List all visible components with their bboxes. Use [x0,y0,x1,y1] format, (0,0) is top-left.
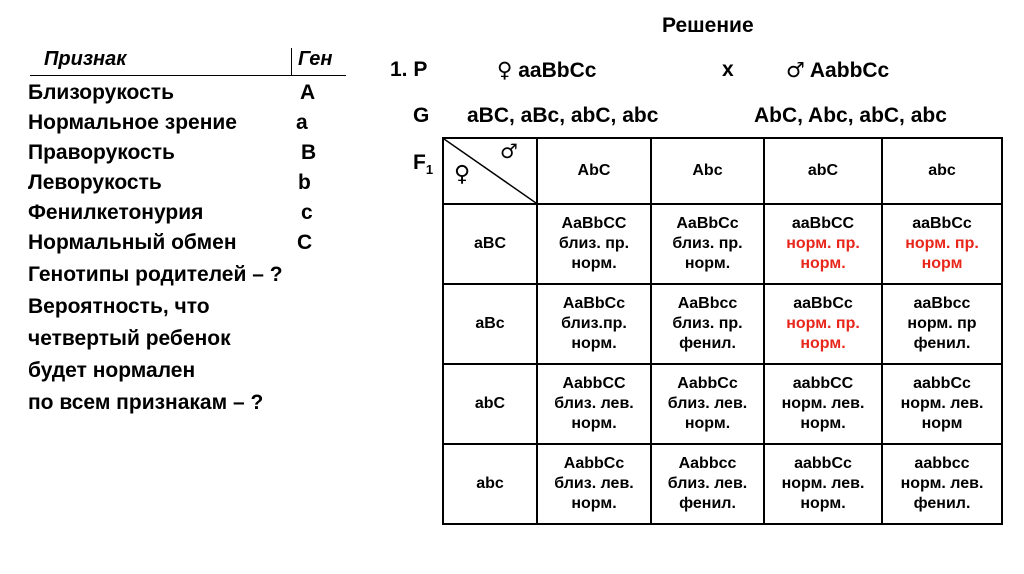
trait-gene: B [301,141,317,164]
cell-genotype: AabbCc [563,455,625,472]
trait-row [28,111,358,141]
cell-phenotype: норм. [800,495,846,512]
trait-row [28,171,358,201]
cell-phenotype: близ. лев. [554,475,634,492]
cell-phenotype: фенил. [913,495,971,512]
row-gamete: aBc [443,284,537,364]
cell-phenotype: близ.пр. [561,315,627,332]
trait-gene: c [301,201,313,224]
cell-phenotype: норм [921,415,963,432]
cell-genotype: AaBbCC [561,215,627,232]
cell-phenotype: близ. лев. [667,475,748,492]
solution-title: Решение [662,14,754,37]
column-gamete: AbC [537,138,651,204]
punnett-cell [764,204,882,284]
question-line: Вероятность, что [28,295,210,318]
cell-genotype: aabbCc [794,455,852,472]
parents-label: 1. P [390,58,428,81]
cell-phenotype: норм. лев. [781,475,865,492]
male-gametes: AbC, Abc, abC, abc [754,104,947,127]
female-parent [497,58,596,83]
cell-genotype: aaBbcc [913,295,971,312]
cell-genotype: aabbCc [913,375,971,392]
question-line: четвертый ребенок [28,327,231,350]
cell-phenotype: норм. [800,335,846,352]
punnett-cell [651,204,764,284]
cell-phenotype: фенил. [679,335,736,352]
trait-name: Праворукость [28,141,175,164]
trait-gene: a [296,111,308,134]
punnett-cell [764,364,882,444]
cell-genotype: aaBbCc [912,215,972,232]
punnett-corner [443,138,537,204]
punnett-row [443,284,1002,364]
punnett-cell [882,204,1002,284]
cell-genotype: AaBbcc [677,295,738,312]
cross-sign: х [722,58,734,81]
cell-phenotype: норм. [800,415,846,432]
trait-name: Нормальное зрение [28,111,237,134]
punnett-cell [537,444,651,524]
trait-name: Фенилкетонурия [28,201,204,224]
cell-phenotype: норм. лев. [900,395,984,412]
cell-phenotype: норм. [684,415,731,432]
trait-row [28,201,358,231]
punnett-cell [537,364,651,444]
cell-phenotype: норм. пр. [905,235,979,252]
column-gamete: abC [764,138,882,204]
cell-phenotype: норм. пр [907,315,977,332]
column-gamete: Abc [651,138,764,204]
cell-phenotype: норм. пр. [786,315,860,332]
cell-phenotype: норм. пр. [786,235,860,252]
f1-letter: F [413,151,426,174]
cell-phenotype: близ. лев. [554,395,634,412]
punnett-cell [651,284,764,364]
cell-phenotype: близ. пр. [672,315,743,332]
gene-header: Ген [298,48,333,70]
trait-row [28,231,358,261]
trait-name: Леворукость [28,171,162,194]
punnett-cell [882,444,1002,524]
cell-genotype: AaBbCc [562,295,626,312]
punnett-cell [764,284,882,364]
trait-name: Близорукость [28,81,174,104]
punnett-body [443,204,1002,524]
female-genotype: aaBbCc [518,59,597,82]
column-gamete: abc [882,138,1002,204]
cell-phenotype: норм. [571,255,617,272]
row-gamete: abc [443,444,537,524]
trait-header: Признак [44,48,127,70]
question-line: по всем признакам – ? [28,391,264,414]
cell-genotype: aaBbCc [793,295,853,312]
female-gametes: aBC, aBc, abC, abc [467,104,659,127]
cell-phenotype: фенил. [913,335,971,352]
trait-gene: b [298,171,311,194]
cell-phenotype: норм. лев. [781,395,865,412]
punnett-row [443,204,1002,284]
f1-subscript: 1 [425,162,434,178]
punnett-cell [537,284,651,364]
punnett-row [443,444,1002,524]
male-symbol-icon: ♂ [500,139,518,163]
cell-phenotype: норм. [571,495,617,512]
header-divider-horizontal [30,75,346,76]
trait-row [28,141,358,171]
punnett-cell [764,444,882,524]
row-gamete: aBC [443,204,537,284]
male-symbol-icon: ♂ [786,58,805,82]
punnett-cell [651,444,764,524]
question-line: Генотипы родителей – ? [28,263,283,286]
cell-phenotype: близ. лев. [667,395,748,412]
row-gamete: abC [443,364,537,444]
f1-label [413,151,433,177]
header-divider-vertical [291,48,292,76]
cell-phenotype: норм. лев. [900,475,984,492]
punnett-cell [882,284,1002,364]
punnett-cell [882,364,1002,444]
punnett-cell [537,204,651,284]
trait-name: Нормальный обмен [28,231,237,254]
question-line: будет нормален [28,359,196,382]
cell-phenotype: норм [921,255,963,272]
cell-genotype: AabbCc [677,375,738,392]
trait-gene: A [300,81,316,104]
cell-phenotype: близ. пр. [558,235,630,252]
trait-gene: C [297,231,313,254]
cell-genotype: aaBbCC [791,215,855,232]
male-parent [786,58,889,83]
punnett-row [443,364,1002,444]
cell-phenotype: норм. [571,415,617,432]
cell-genotype: aabbcc [914,455,970,472]
punnett-header-row [443,138,1002,204]
cell-phenotype: норм. [684,255,731,272]
cell-genotype: Aabbcc [678,455,737,472]
punnett-square [442,137,1003,525]
punnett-cell [651,364,764,444]
male-genotype: AabbCc [809,59,890,82]
cell-phenotype: норм. [800,255,846,272]
female-symbol-icon: ♀ [497,58,513,82]
cell-genotype: aabbCC [792,375,854,392]
cell-phenotype: близ. пр. [672,235,743,252]
cell-genotype: AaBbCc [676,215,739,232]
gametes-label: G [413,104,430,127]
female-symbol-icon: ♀ [454,162,471,187]
cell-phenotype: фенил. [679,495,736,512]
cell-phenotype: норм. [571,335,617,352]
cell-genotype: AabbCC [562,375,626,392]
trait-row [28,81,358,111]
